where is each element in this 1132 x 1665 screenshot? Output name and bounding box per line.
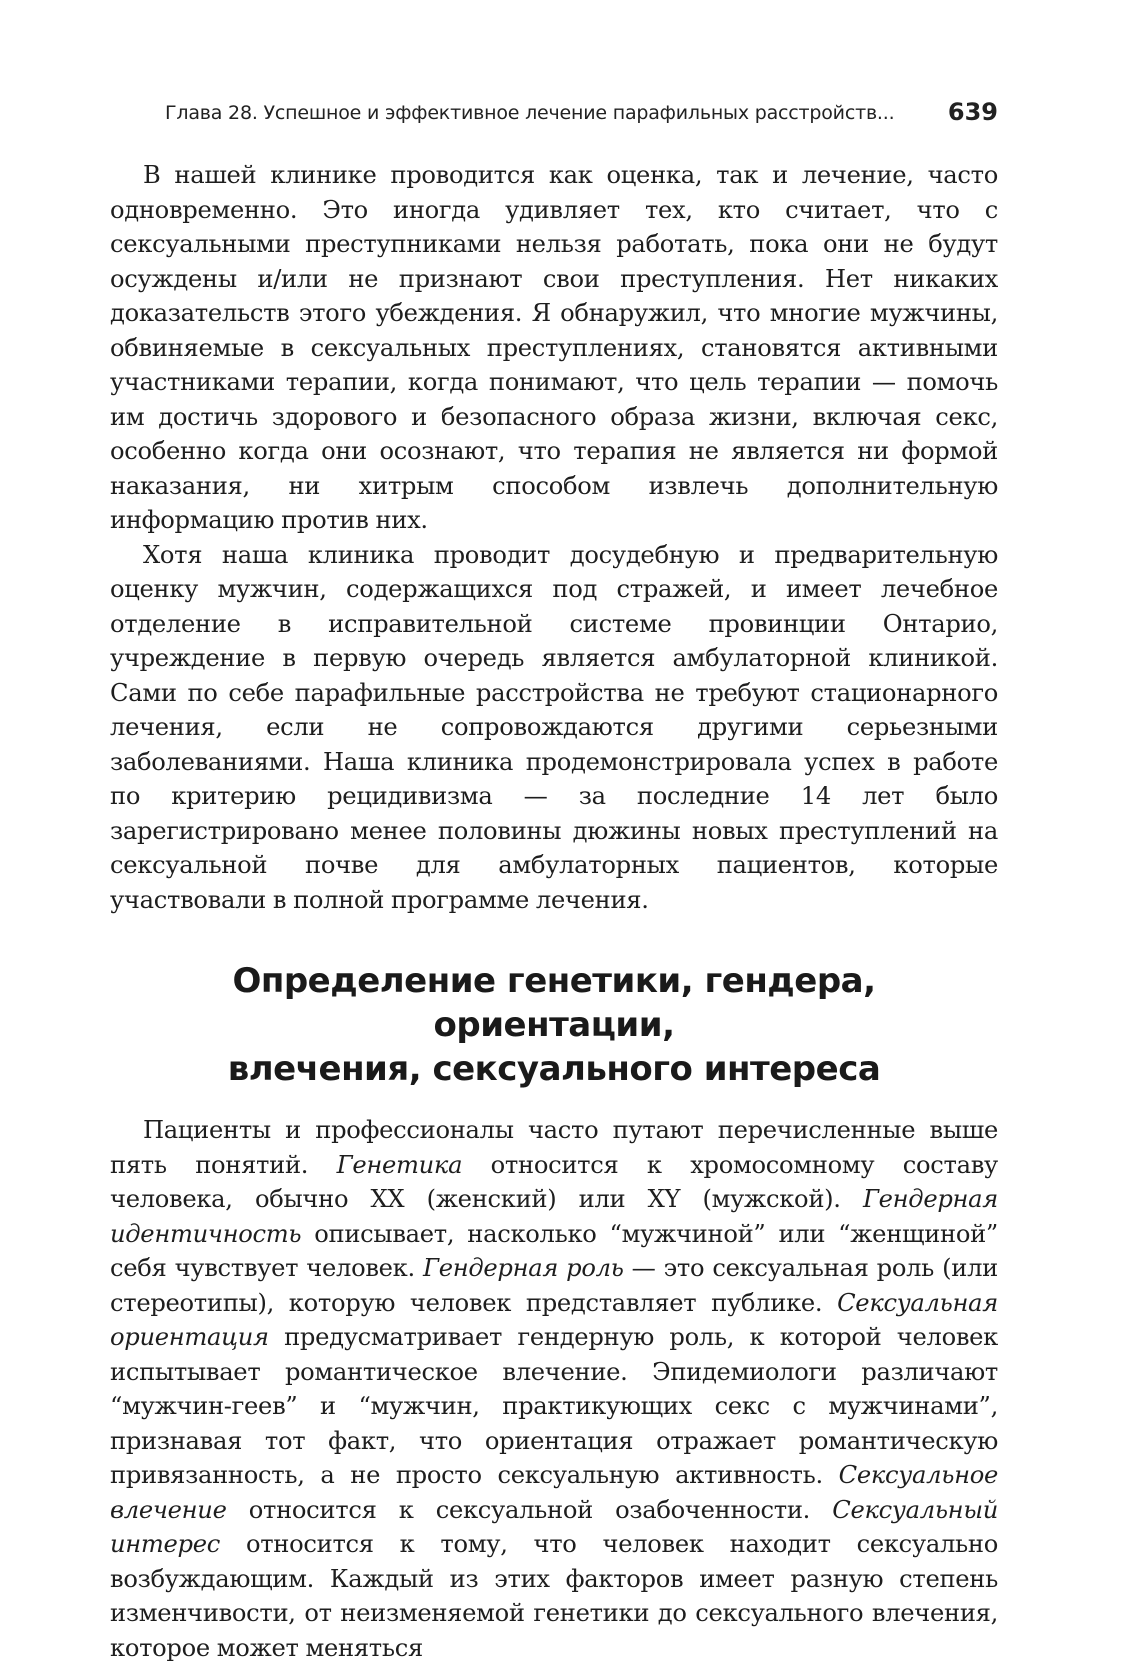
book-page xyxy=(110,96,998,1665)
running-title: Глава 28. Успешное и эффективное лечение парафильных расстройств... xyxy=(165,102,895,124)
paragraph-clinic-outpatient: Хотя наша клиника проводит досудебную и предварительную оценку мужчин, содержащихся под стражей, и имеет лечебное отделение в исправительной системе провинции Онтарио, учреждение в первую очередь является амбулаторной клиникой. Сами по себе парафильные расстройства не требуют стационарного лечения, если не сопровождаются другими серьезными заболеваниями. Наша клиника продемонстрировала успех в работе по критерию рецидивизма — за последние 14 лет было зарегистрировано менее половины дюжины новых преступлений на сексуальной почве для амбулаторных пациентов, которые участвовали в полной программе лечения. xyxy=(110,540,998,914)
paragraph-clinic-assessment: В нашей клинике проводится как оценка, так и лечение, часто одновременно. Это иногда удивляет тех, кто считает, что с сексуальными преступниками нельзя работать, пока они не будут осуждены и/или не признают свои преступления. Нет никаких доказательств этого убеждения. Я обнаружил, что многие мужчины, обвиняемые в сексуальных преступлениях, становятся активными участниками терапии, когда понимают, что цель терапии — помочь им достичь здорового и безопасного образа жизни, включая секс, особенно когда они осознают, что терапия не является ни формой наказания, ни хитрым способом извлечь дополнительную информацию против них. xyxy=(110,161,998,534)
term-genetics: Генетика xyxy=(336,1150,463,1179)
text-run: относится к сексуальной озабоченности. xyxy=(226,1495,833,1524)
term-sexual-interest: Сексуальный интерес xyxy=(110,1495,998,1558)
section-heading-line-2: влечения, сексуального интереса xyxy=(227,1049,881,1089)
term-gender-identity: Гендерная идентичность xyxy=(110,1185,998,1248)
term-gender-role: Гендерная роль xyxy=(422,1254,624,1282)
term-sexual-drive: Сексуальное влечение xyxy=(110,1461,998,1524)
running-header xyxy=(110,96,998,140)
text-run: относится к хромосомному составу человека, обычно XX (женский) или XY (мужской). xyxy=(110,1150,998,1213)
paragraph-definitions xyxy=(110,1113,998,1665)
text-run: описывает, насколько “мужчиной” или “женщиной” себя чувствует человек. xyxy=(110,1219,998,1282)
text-run: предусматривает гендерную роль, к которой человек испытывает романтическое влечение. Эпидемиологи различают “мужчин-геев” и “мужчин, практикующих секс с мужчинами”, признавая тот факт, что ориентация отражает романтическую привязанность, а не просто сексуальную активность. xyxy=(110,1323,998,1489)
text-run: Пациенты и профессионалы часто путают перечисленные выше пять понятий. xyxy=(110,1116,998,1179)
term-sexual-orientation: Сексуальная ориентация xyxy=(110,1288,998,1351)
text-run: — это сексуальная роль (или стереотипы), которую человек представляет публике. xyxy=(110,1254,999,1317)
page-number: 639 xyxy=(947,98,998,126)
text-run: относится к тому, что человек находит сексуально возбуждающим. Каждый из этих факторов имеет разную степень изменчивости, от неизменяемой генетики до сексуального влечения, которое может меняться xyxy=(110,1530,998,1662)
section-heading-line-1: Определение генетики, гендера, ориентации, xyxy=(232,961,876,1045)
section-heading xyxy=(110,959,998,1091)
